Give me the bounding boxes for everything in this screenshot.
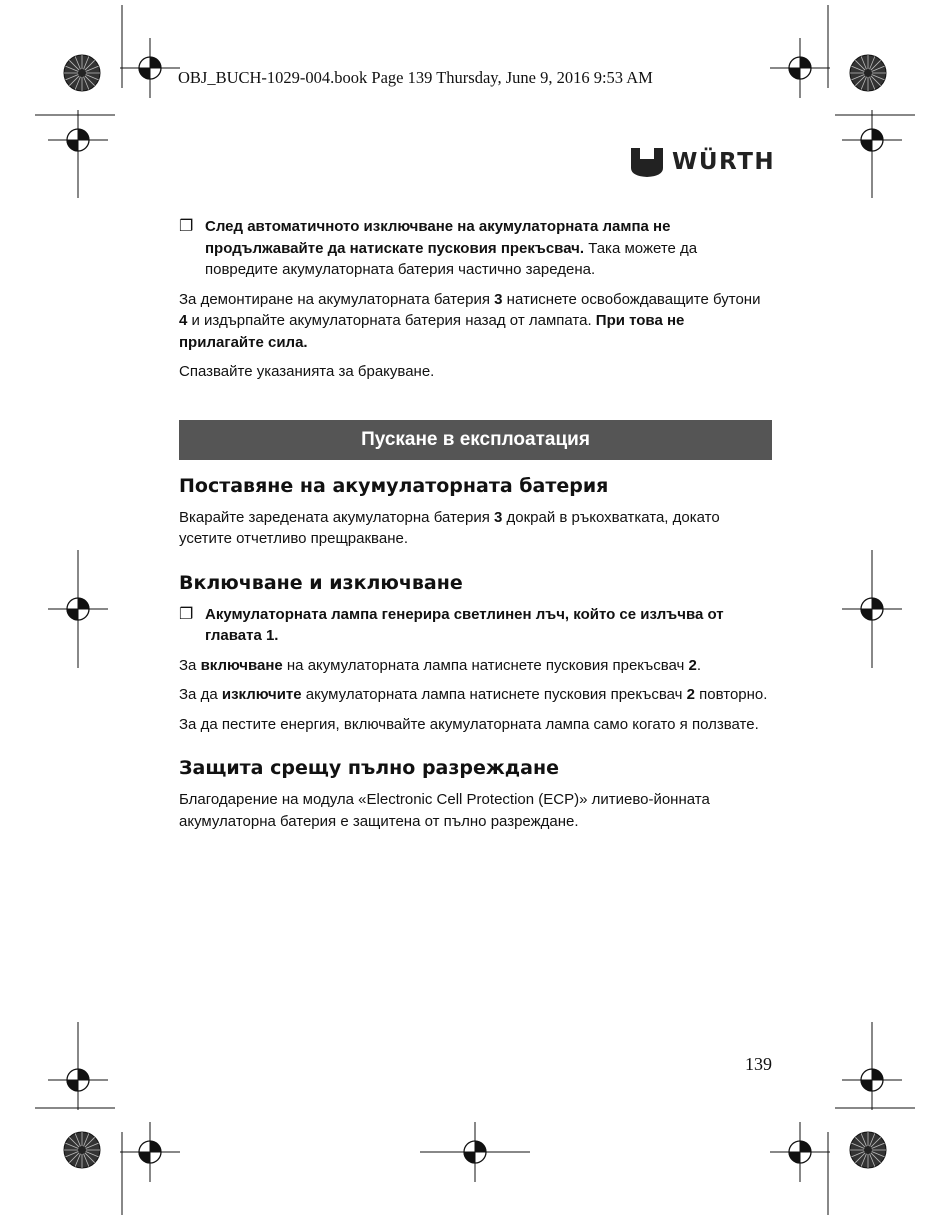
registration-mark-top-left xyxy=(120,38,180,98)
save-energy-paragraph: За да пестите енергия, включвайте акумулаторната лампа само когато я ползвате. xyxy=(179,715,759,733)
registration-star-top-left xyxy=(64,55,100,91)
warning-bold: След автоматичното изключване на акумулаторната лампа не продължавайте да натискате пусковия прекъсвач. xyxy=(205,218,671,257)
wurth-logo-text: WÜRTH xyxy=(672,149,776,175)
deep-discharge-paragraph: Благодарение на модула «Electronic Cell Protection (ECP)» литиево-йонната акумулаторна батерия е защитена от пълно разреждане. xyxy=(179,791,710,830)
page-number: 139 xyxy=(745,1054,772,1074)
switch-on-paragraph: За включване на акумулаторната лампа натиснете пусковия прекъсвач 2. xyxy=(179,656,702,674)
list-item xyxy=(179,604,772,647)
page-content xyxy=(179,216,772,840)
disposal-paragraph: Спазвайте указанията за бракуване. xyxy=(179,363,435,380)
light-beam-bold: Акумулаторната лампа генерира светлинен лъч, който се излъчва от главата 1. xyxy=(205,605,724,644)
checkbox-square-icon: ❐ xyxy=(179,218,194,235)
heading-deep-discharge: Защита срещу пълно разреждане xyxy=(179,757,559,779)
registration-star-bottom-right xyxy=(850,1132,886,1168)
registration-mark-bottom-left xyxy=(120,1122,180,1182)
heading-switch-on-off: Включване и изключване xyxy=(179,571,463,594)
heading-insert-battery: Поставяне на акумулаторната батерия xyxy=(179,474,609,497)
wurth-logo xyxy=(630,146,775,178)
switch-off-paragraph: За да изключите акумулаторната лампа натиснете пусковия прекъсвач 2 повторно. xyxy=(179,686,768,703)
insert-battery-paragraph: Вкарайте заредената акумулаторна батерия 3 докрай в ръкохватката, докато усетите отчетливо прещракване. xyxy=(179,508,720,547)
section-title-bar: Пускане в експлоатация xyxy=(179,420,772,460)
list-item xyxy=(179,216,772,281)
warning-text: Така можете да повредите акумулаторната батерия частично заредена. xyxy=(205,239,698,278)
print-header: OBJ_BUCH-1029-004.book Page 139 Thursday, June 9, 2016 9:53 AM xyxy=(178,68,653,87)
registration-star-top-right xyxy=(850,55,886,91)
registration-star-bottom-left xyxy=(64,1132,100,1168)
registration-mark-top-right xyxy=(770,38,830,98)
checkbox-square-icon: ❐ xyxy=(179,605,194,623)
registration-mark-bottom-right xyxy=(770,1122,830,1182)
remove-battery-paragraph: За демонтиране на акумулаторната батерия 3 натиснете освобождаващите бутони 4 и издърпайте акумулаторната батерия назад от лампата. При това не прилагайте сила. xyxy=(179,290,761,351)
wurth-logo-icon xyxy=(630,146,664,178)
